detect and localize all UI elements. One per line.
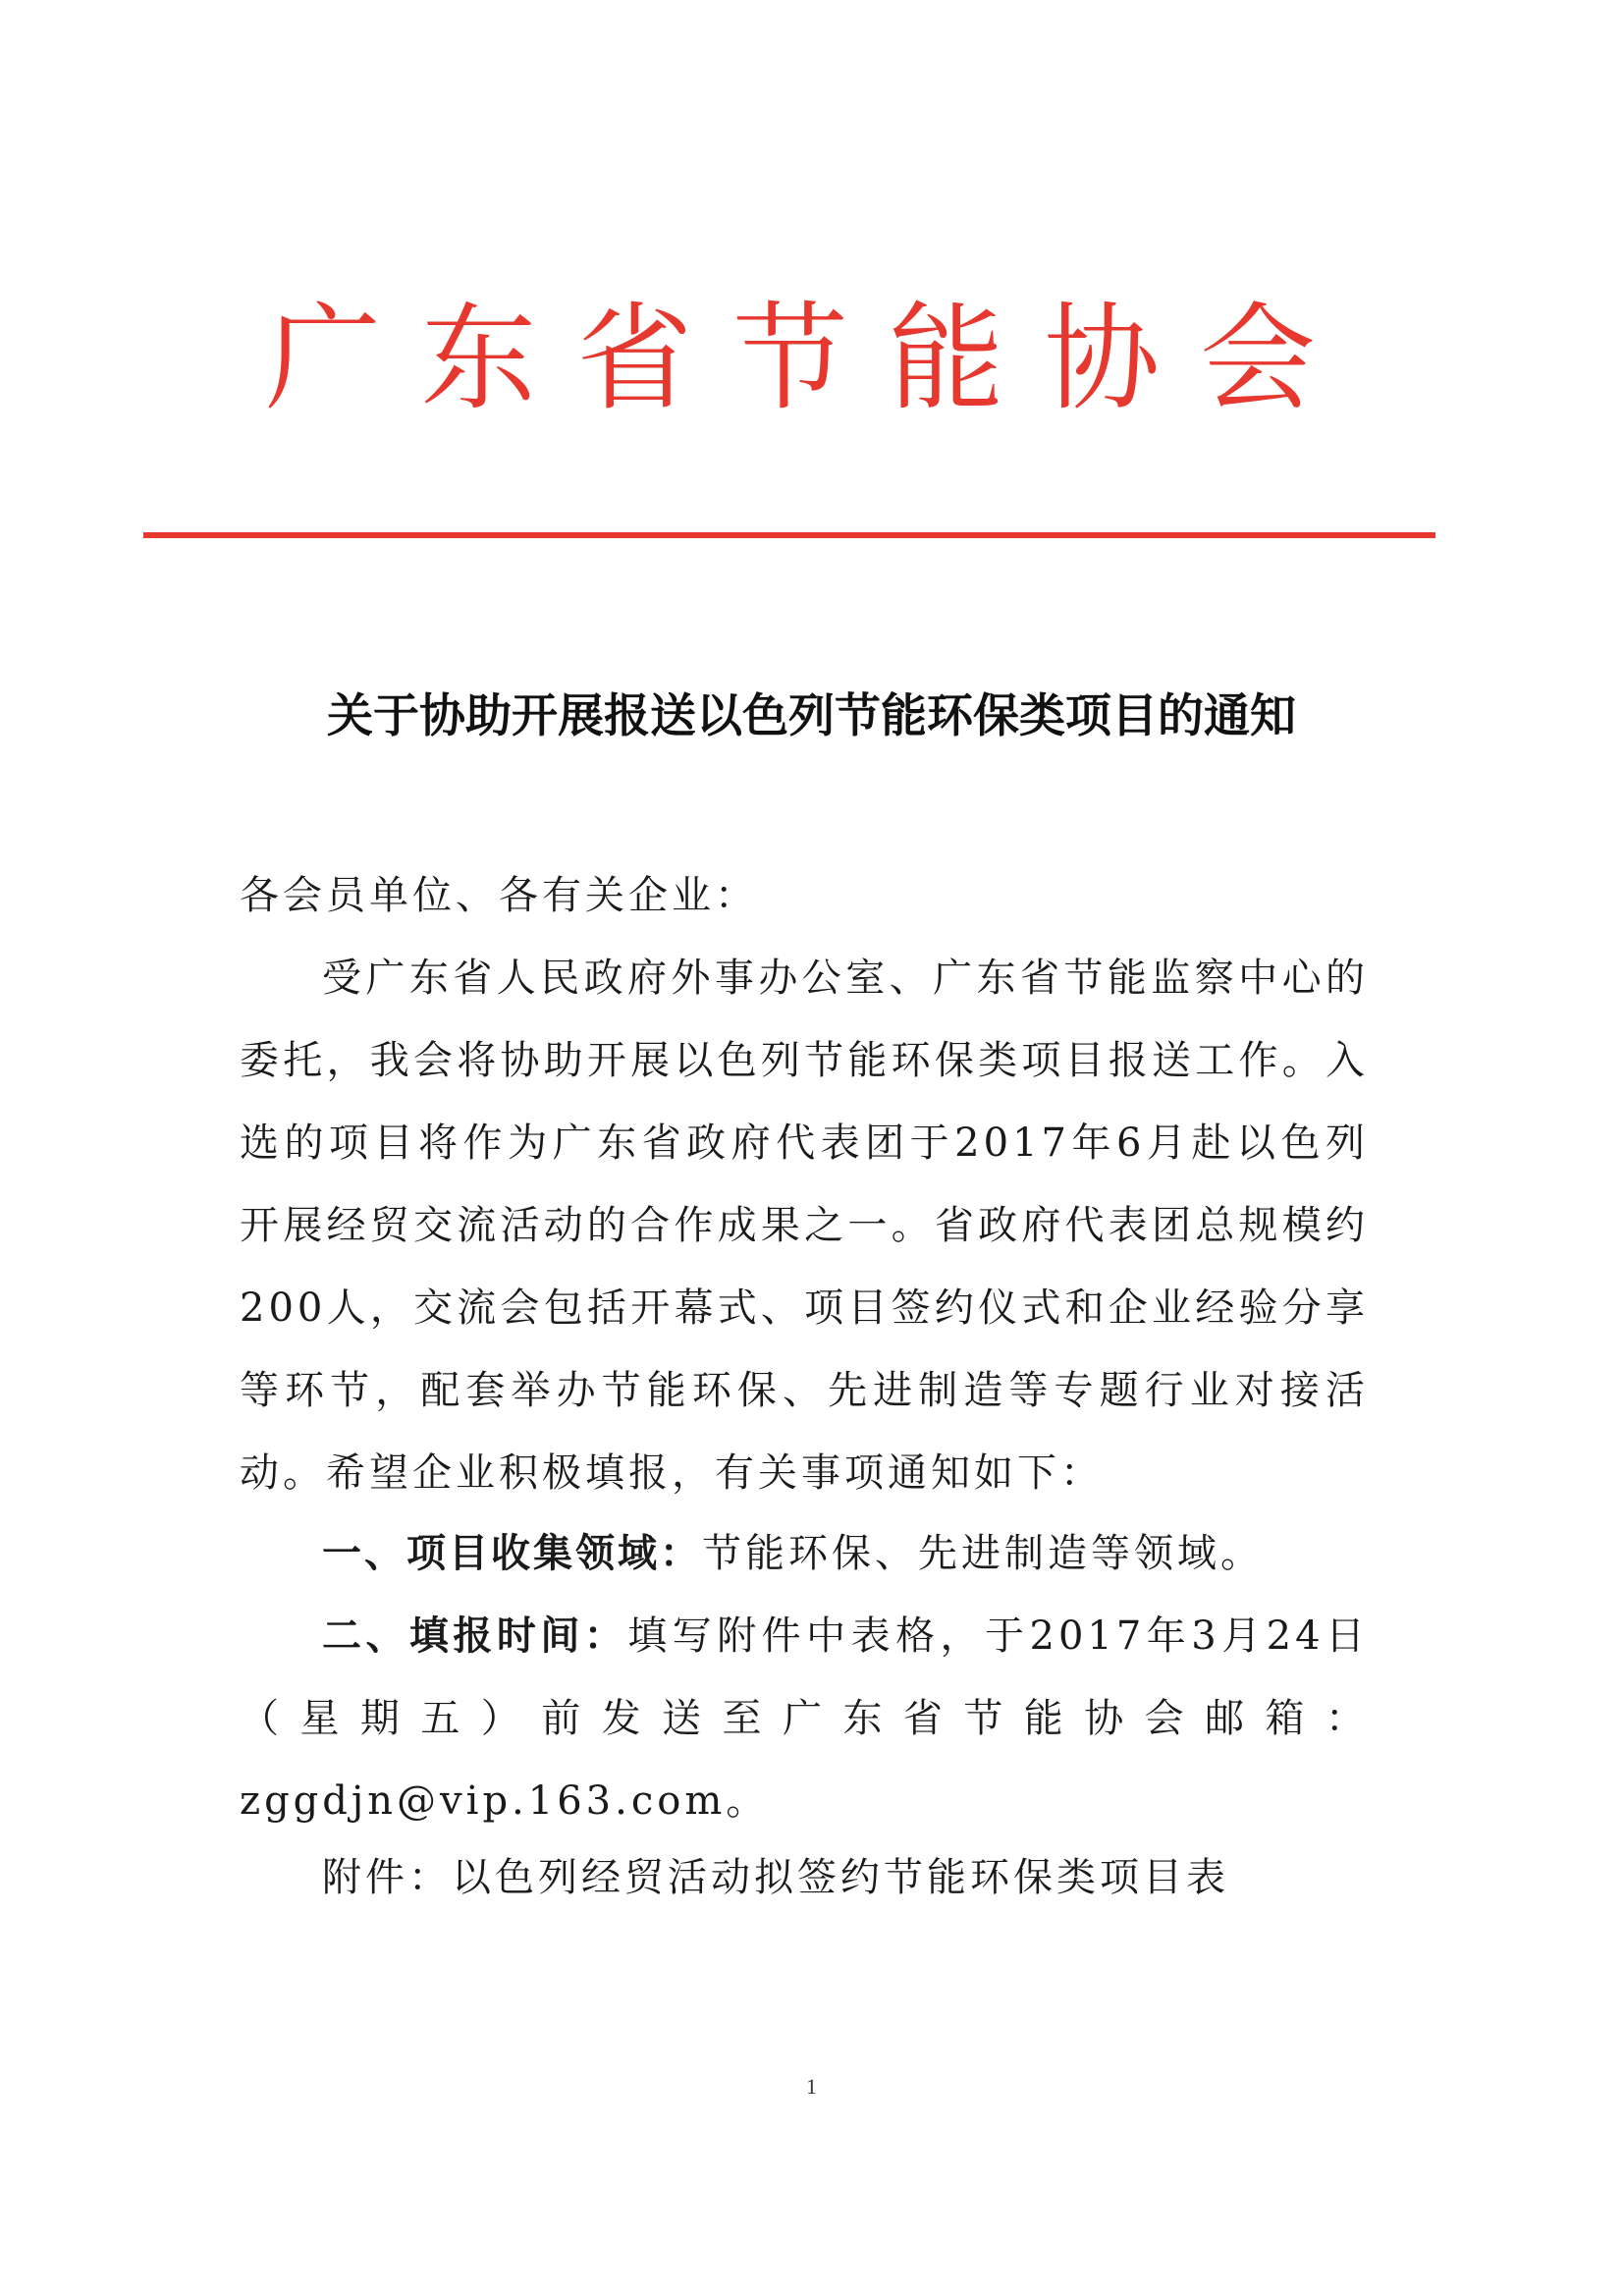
- item-text: 填写附件中表格，于2017年3月24日（星期五）前发送至广东省节能协会邮箱：zggdjn@vip.163.com。: [240, 1613, 1369, 1824]
- letterhead-char: 省: [576, 291, 693, 426]
- letterhead-divider: [143, 532, 1435, 538]
- salutation: 各会员单位、各有关企业：: [240, 873, 758, 918]
- item-submission-time: [240, 1595, 1369, 1842]
- letterhead-char: 协: [1044, 291, 1161, 426]
- item-label: 一、项目收集领域：: [322, 1531, 702, 1576]
- letterhead-char: 会: [1199, 291, 1316, 426]
- document-title: 关于协助开展报送以色列节能环保类项目的通知: [327, 689, 1296, 743]
- organization-letterhead: [265, 285, 1316, 432]
- attachment-line: 附件：以色列经贸活动拟签约节能环保类项目表: [322, 1855, 1229, 1900]
- letterhead-char: 能: [888, 291, 1004, 426]
- letterhead-char: 节: [731, 291, 848, 426]
- item-collection-field: [240, 1512, 1369, 1595]
- item-text: 节能环保、先进制造等领域。: [702, 1531, 1264, 1576]
- letterhead-char: 广: [265, 291, 382, 426]
- page-number: 1: [806, 2074, 817, 2099]
- item-label: 二、填报时间：: [322, 1613, 628, 1659]
- letterhead-char: 东: [420, 291, 537, 426]
- body-paragraph: 受广东省人民政府外事办公室、广东省节能监察中心的委托，我会将协助开展以色列节能环保类项目报送工作。入选的项目将作为广东省政府代表团于2017年6月赴以色列开展经贸交流活动的合作成果之一。省政府代表团总规模约200人，交流会包括开幕式、项目签约仪式和企业经验分享等环节，配套举办节能环保、先进制造等专题行业对接活动。希望企业积极填报，有关事项通知如下：: [240, 956, 1369, 1496]
